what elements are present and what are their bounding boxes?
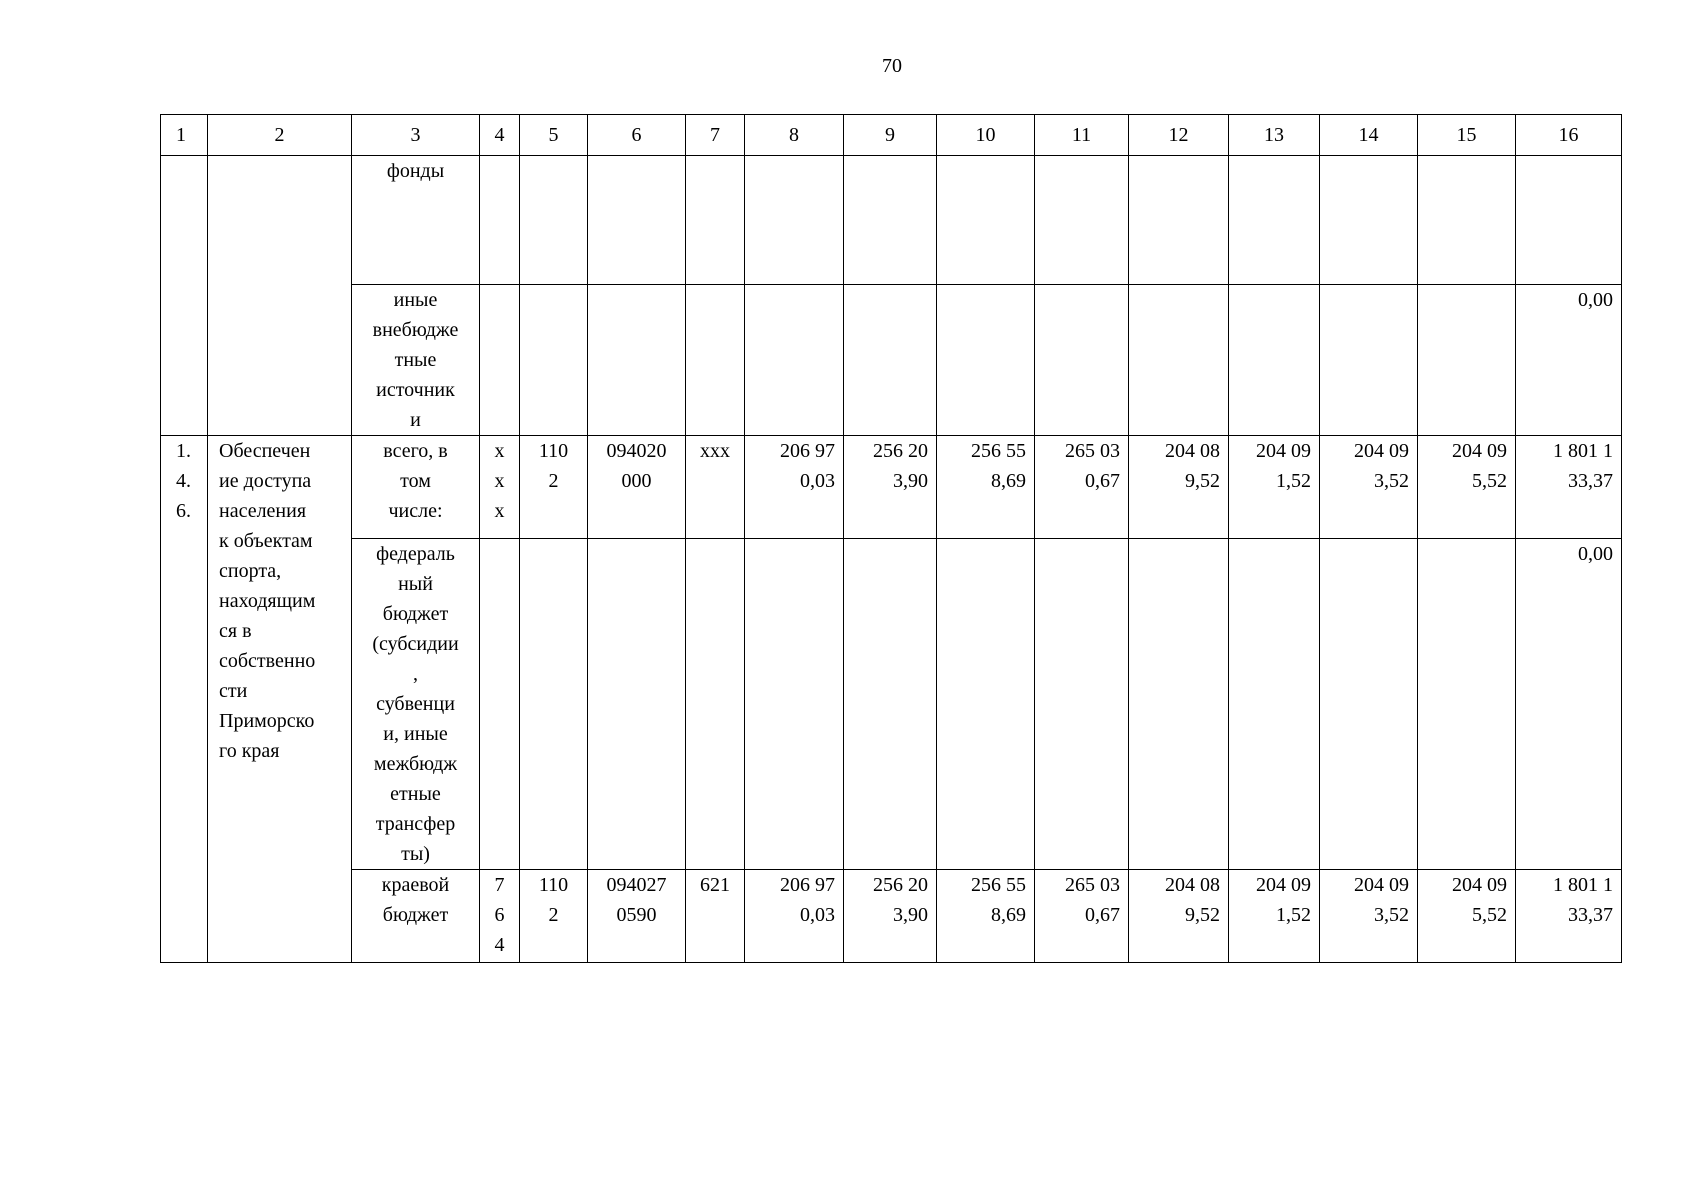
cell-empty — [1229, 539, 1320, 870]
cell-empty — [480, 539, 520, 870]
amount-cell: 256 20 3,90 — [844, 870, 937, 963]
table-header-row — [161, 115, 1622, 156]
funding-source-cell: всего, в том числе: — [352, 436, 480, 539]
amount-cell: 204 08 9,52 — [1129, 436, 1229, 539]
cell-empty — [520, 285, 588, 436]
amount-cell: 204 09 5,52 — [1418, 870, 1516, 963]
amount-cell: 204 09 1,52 — [1229, 870, 1320, 963]
header-cell-6: 6 — [588, 115, 686, 156]
cell-empty — [745, 156, 844, 285]
header-cell-10: 10 — [937, 115, 1035, 156]
cell-empty — [686, 285, 745, 436]
header-cell-9: 9 — [844, 115, 937, 156]
cell-empty — [520, 539, 588, 870]
code-cell: 094027 0590 — [588, 870, 686, 963]
amount-cell: 206 97 0,03 — [745, 870, 844, 963]
cell-empty — [745, 285, 844, 436]
header-cell-11: 11 — [1035, 115, 1129, 156]
header-cell-12: 12 — [1129, 115, 1229, 156]
cell-empty — [745, 539, 844, 870]
cell-empty — [588, 539, 686, 870]
table-row-fondy — [161, 156, 1622, 285]
cell-empty — [1229, 285, 1320, 436]
table-row-other-sources — [161, 285, 1622, 436]
total-cell: 1 801 1 33,37 — [1516, 436, 1622, 539]
code-cell: ххх — [686, 436, 745, 539]
cell-empty — [1129, 539, 1229, 870]
header-cell-8: 8 — [745, 115, 844, 156]
header-cell-5: 5 — [520, 115, 588, 156]
page-number: 70 — [882, 55, 902, 77]
amount-cell: 204 09 3,52 — [1320, 436, 1418, 539]
amount-cell: 204 09 1,52 — [1229, 436, 1320, 539]
cell-empty — [588, 285, 686, 436]
cell-empty — [1229, 156, 1320, 285]
amount-cell: 256 55 8,69 — [937, 870, 1035, 963]
cell-empty — [937, 539, 1035, 870]
funding-source-cell: федераль ный бюджет (субсидии , субвенци и, иные межбюдж етные трансфер ты) — [352, 539, 480, 870]
cell-empty — [208, 156, 352, 436]
header-cell-14: 14 — [1320, 115, 1418, 156]
cell-empty — [844, 156, 937, 285]
cell-empty — [844, 539, 937, 870]
cell-empty — [1129, 285, 1229, 436]
cell-empty — [937, 156, 1035, 285]
cell-empty — [686, 539, 745, 870]
code-cell: х х х — [480, 436, 520, 539]
header-cell-13: 13 — [1229, 115, 1320, 156]
cell-empty — [1320, 156, 1418, 285]
code-cell: 110 2 — [520, 436, 588, 539]
cell-empty — [520, 156, 588, 285]
amount-cell: 206 97 0,03 — [745, 436, 844, 539]
funding-source-cell: иные внебюдже тные источник и — [352, 285, 480, 436]
total-cell: 0,00 — [1516, 539, 1622, 870]
item-name-cell: Обеспечен ие доступа населения к объектам спорта, находящим ся в собственно сти Приморско го края — [208, 436, 352, 963]
header-cell-1: 1 — [161, 115, 208, 156]
code-cell: 621 — [686, 870, 745, 963]
header-cell-7: 7 — [686, 115, 745, 156]
amount-cell: 265 03 0,67 — [1035, 436, 1129, 539]
header-cell-16: 16 — [1516, 115, 1622, 156]
cell-empty — [1418, 285, 1516, 436]
cell-empty — [686, 156, 745, 285]
amount-cell: 204 09 3,52 — [1320, 870, 1418, 963]
total-cell — [1516, 156, 1622, 285]
cell-empty — [480, 285, 520, 436]
amount-cell: 204 08 9,52 — [1129, 870, 1229, 963]
cell-empty — [161, 156, 208, 436]
funding-source-cell: фонды — [352, 156, 480, 285]
cell-empty — [1320, 539, 1418, 870]
amount-cell: 256 55 8,69 — [937, 436, 1035, 539]
total-cell: 1 801 1 33,37 — [1516, 870, 1622, 963]
cell-empty — [1418, 156, 1516, 285]
table-row-regional — [161, 870, 1622, 963]
amount-cell: 265 03 0,67 — [1035, 870, 1129, 963]
item-number-cell: 1. 4. 6. — [161, 436, 208, 963]
amount-cell: 204 09 5,52 — [1418, 436, 1516, 539]
header-cell-3: 3 — [352, 115, 480, 156]
funding-source-cell: краевой бюджет — [352, 870, 480, 963]
cell-empty — [588, 156, 686, 285]
cell-empty — [1320, 285, 1418, 436]
cell-empty — [937, 285, 1035, 436]
cell-empty — [1035, 285, 1129, 436]
header-cell-4: 4 — [480, 115, 520, 156]
table-row-total — [161, 436, 1622, 539]
total-cell: 0,00 — [1516, 285, 1622, 436]
cell-empty — [1035, 539, 1129, 870]
cell-empty — [844, 285, 937, 436]
code-cell: 7 6 4 — [480, 870, 520, 963]
code-cell: 094020 000 — [588, 436, 686, 539]
cell-empty — [480, 156, 520, 285]
cell-empty — [1418, 539, 1516, 870]
cell-empty — [1129, 156, 1229, 285]
budget-table — [160, 114, 1622, 963]
header-cell-15: 15 — [1418, 115, 1516, 156]
code-cell: 110 2 — [520, 870, 588, 963]
cell-empty — [1035, 156, 1129, 285]
amount-cell: 256 20 3,90 — [844, 436, 937, 539]
header-cell-2: 2 — [208, 115, 352, 156]
table-row-federal — [161, 539, 1622, 870]
